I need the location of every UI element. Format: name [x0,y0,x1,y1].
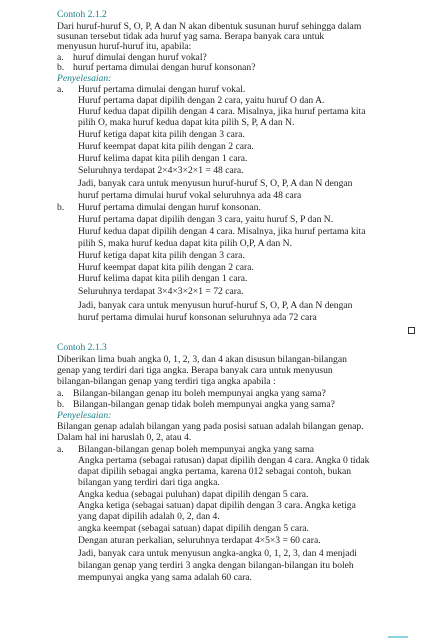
page-edge-mark [388,636,408,638]
question-text: Bilangan-bilangan genap tidak boleh mempunyai angka yang sama? [73,399,335,410]
solution-line: Huruf keempat dapat kita pilih dengan 2 cara. [78,262,254,273]
solution-line: Angka ketiga (sebagai satuan) dapat dipilih dengan 3 cara. Angka ketiga [78,500,356,511]
solution-line: huruf pertama dimulai huruf vokal seluruhnya ada 48 cara [78,190,302,201]
question-text: Bilangan-bilangan genap itu boleh mempunyai angka yang sama? [73,388,326,399]
solution-line: yang dapat dipilih adalah 0, 2, dan 4. [78,511,220,522]
solution-line: Huruf ketiga dapat kita pilih dengan 3 cara. [78,129,245,140]
solution-line: pilih O, maka huruf kedua dapat kita pilih S, P, A dan N. [78,117,295,128]
intro-line: Diberikan lima buah angka 0, 1, 2, 3, dan 4 akan disusun bilangan-bilangan [57,354,347,365]
solution-line: Jadi, banyak cara untuk menyusun huruf-huruf S, O, P, A dan N dengan [78,300,353,311]
solution-line: Huruf kedua dapat dipilih dengan 4 cara. Misalnya, jika huruf pertama kita [78,106,366,117]
solution-line: Angka pertama (sebagai ratusan) dapat dipilih dengan 4 cara. Angka 0 tidak [78,455,370,466]
question-text: huruf dimulai dengan huruf vokal? [73,52,207,63]
solution-line: Huruf pertama dapat dipilih dengan 2 cara, yaitu huruf O dan A. [78,95,325,106]
question-text: huruf pertama dimulai dengan huruf konsonan? [73,62,256,73]
intro-line: genap yang terdiri dari tiga angka. Berapa banyak cara untuk menyusun [57,365,333,376]
solution-intro-line: Bilangan genap adalah bilangan yang pada posisi satuan adalah bilangan genap. [57,421,364,432]
example-heading-1: Contoh 2.1.2 [57,9,107,20]
question-label: b. [57,399,65,410]
solution-line: mempunyai angka yang sama adalah 60 cara. [78,572,252,583]
solution-line: dapat dipilih sebagai angka pertama, karena 012 sebagai contoh, bukan [78,466,352,477]
solution-line: Huruf ketiga dapat kita pilih dengan 3 cara. [78,250,245,261]
solution-intro-line: Dalam hal ini haruslah 0, 2, atau 4. [57,432,192,443]
question-label: b. [57,62,65,73]
question-label: a. [57,388,64,399]
solution-line: Seluruhnya terdapat 2×4×3×2×1 = 48 cara. [78,165,244,176]
solution-line: angka keempat (sebagai satuan) dapat dipilih dengan 5 cara. [78,523,309,534]
solution-line: Seluruhnya terdapat 3×4×3×2×1 = 72 cara. [78,286,244,297]
part-label: b. [57,202,65,213]
solution-line: Dengan aturan perkalian, seluruhnya terdapat 4×5×3 = 60 cara. [78,535,321,546]
question-label: a. [57,52,64,63]
solution-line: bilangan yang terdiri dari tiga angka. [78,477,220,488]
solution-line: Huruf pertama dapat dipilih dengan 3 cara, yaitu huruf S, P dan N. [78,214,334,225]
solution-line: Bilangan-bilangan genap boleh mempunyai angka yang sama [78,444,315,455]
solution-line: Huruf kelima dapat kita pilih dengan 1 cara. [78,153,248,164]
intro-line: susunan tersebut tidak ada huruf yag sama. Berapa banyak cara untuk [57,31,325,42]
intro-line: Dari huruf-huruf S, O, P, A dan N akan dibentuk susunan huruf sehingga dalam [57,21,362,32]
part-label: a. [57,444,64,455]
solution-line: Huruf pertama dimulai dengan huruf vokal. [78,84,246,95]
solution-line: bilangan genap yang terdiri 3 angka dengan bilangan-bilangan itu boleh [78,560,354,571]
solution-line: Huruf kedua dapat dipilih dengan 4 cara. Misalnya, jika huruf pertama kita [78,226,366,237]
solution-label: Penyelesaian: [57,73,112,84]
solution-line: Huruf pertama dimulai dengan huruf konsonan. [78,202,261,213]
intro-line: menyusun huruf-huruf itu, apabila: [57,41,192,52]
solution-line: pilih S, maka huruf kedua dapat kita pilih O,P, A dan N. [78,238,292,249]
solution-line: huruf pertama dimulai huruf konsonan seluruhnya ada 72 cara [78,312,317,323]
example-heading-2: Contoh 2.1.3 [57,342,107,353]
solution-label: Penyelesaian: [57,410,112,421]
solution-line: Angka kedua (sebagai puluhan) dapat dipilih dengan 5 cara. [78,489,309,500]
part-label: a. [57,84,64,95]
solution-line: Jadi, banyak cara untuk menyusun huruf-huruf S, O, P, A dan N dengan [78,178,353,189]
end-of-proof-square [408,327,415,334]
solution-line: Jadi, banyak cara untuk menyusun angka-angka 0, 1, 2, 3, dan 4 menjadi [78,548,357,559]
intro-line: bilangan-bilangan genap yang terdiri tiga angka apabila : [57,376,276,387]
solution-line: Huruf kelima dapat kita pilih dengan 1 cara. [78,273,248,284]
solution-line: Huruf keempat dapat kita pilih dengan 2 cara. [78,141,254,152]
